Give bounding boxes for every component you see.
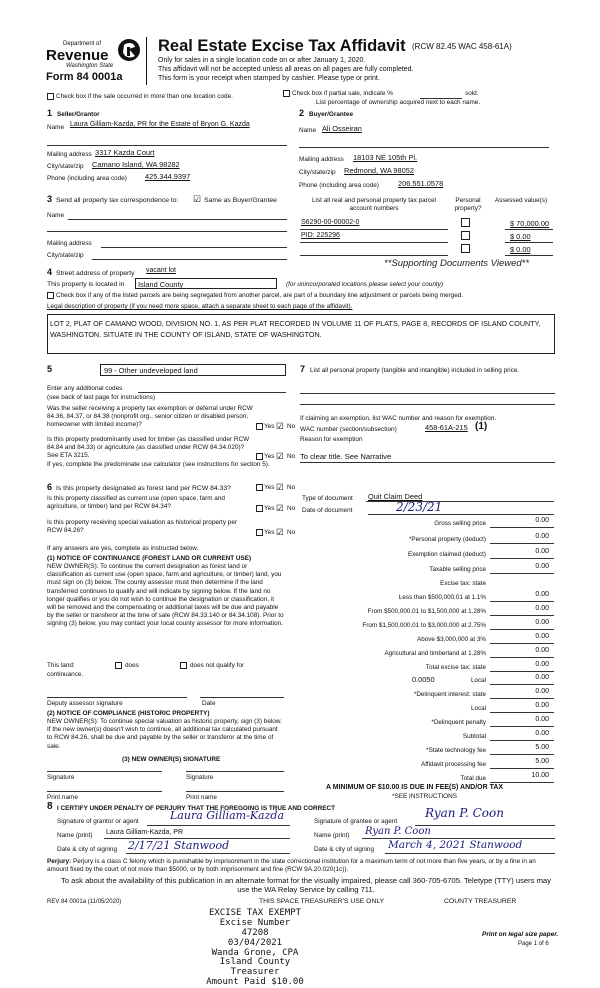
local-label: Local (470, 677, 486, 684)
doc-type-label: Type of document (302, 495, 353, 502)
doc-date-field[interactable]: 2/23/21 (396, 500, 443, 514)
buyer-extra-line (299, 147, 549, 148)
section3-name-label: Name (47, 212, 65, 219)
personal-property-deduct-line (490, 543, 554, 544)
buyer-mailing-field[interactable]: 18103 NE 105th Pl. (353, 153, 418, 162)
deputy-signature-line[interactable] (47, 697, 187, 698)
personal-property-line-2[interactable] (300, 404, 555, 405)
delinquent-penalty-value[interactable]: 0.00 (535, 716, 549, 723)
q1-no-label: No (287, 423, 296, 430)
personal-property-line-1[interactable] (300, 393, 555, 394)
assessed-line-2 (505, 242, 553, 243)
county-value: Island County (138, 280, 184, 289)
taxable-price-label: Taxable selling price (429, 566, 486, 573)
delinquent-local-label: Local (470, 705, 486, 712)
subtotal-line (490, 740, 554, 741)
parcel-number-1[interactable]: S6290-00-00002-0 (301, 219, 360, 226)
minimum-due-note: A MINIMUM OF $10.00 IS DUE IN FEE(S) AND/OR TAX (326, 784, 504, 791)
grantee-signature-line (415, 825, 555, 826)
does-label: does (125, 662, 139, 669)
assessed-value-col-header: Assessed value(s) (494, 197, 548, 204)
continuance-heading: (1) NOTICE OF CONTINUANCE (FOREST LAND OR CURRENT USE) (47, 555, 252, 562)
page-number: Page 1 of 6 (518, 941, 549, 947)
total-due-label: Total due (460, 775, 486, 782)
revision-label: REV 84 0001a (11/05/2020) (47, 899, 122, 905)
timber-question: Is this property predominantly used for timber (as classified under RCW 84.84 and 84.33) or agriculture (as classified under RCW 84.34.020)? See ETA 3215. (47, 436, 250, 460)
grantor-date-label: Date & city of signing (57, 846, 118, 853)
personal-property-col-header: Personal property? (454, 197, 482, 213)
current-use-yes-checkbox[interactable] (256, 505, 263, 512)
total-state-value[interactable]: 0.00 (535, 661, 549, 668)
assessed-line-3 (505, 255, 553, 256)
header-line-1: Only for sales in a single location code on or after January 1, 2020. (158, 57, 366, 64)
perjury-block (47, 858, 555, 874)
partial-note: List percentage of ownership acquired next to each name. (316, 99, 481, 106)
grantor-name-label: Name (print) (57, 832, 93, 839)
tier1-line (490, 601, 554, 602)
agricultural-line (490, 657, 554, 658)
section3-mailing-label: Mailing address (47, 240, 92, 247)
alternate-format-note: To ask about the availability of this publication in an alternate format for the visually impaired, please call 360-705-6705. Teletype (TTY) users may use the WA Relay Service by calling 711. (61, 876, 551, 895)
buyer-city-label: City/state/zip (299, 169, 336, 176)
agricultural-label: Agricultural and timberland at 1.28% (384, 650, 486, 657)
forest-land-question: Is this property designated as forest land per RCW 84.33? (56, 485, 231, 492)
subtotal-value[interactable]: 0.00 (535, 730, 549, 737)
grantee-name-label: Name (print) (314, 832, 350, 839)
grantee-date-line (385, 853, 555, 854)
personal-property-checkbox-1[interactable] (461, 218, 470, 227)
delinquent-interest-line (490, 698, 554, 699)
processing-fee-line (490, 768, 554, 769)
owner-signature-line-1[interactable] (47, 771, 162, 772)
revenue-logo-text: Revenue (46, 47, 109, 64)
reason-field[interactable]: To clear title. See Narrative (300, 452, 392, 461)
personal-property-checkbox-2[interactable] (461, 231, 470, 240)
deputy-date-line[interactable] (200, 697, 284, 698)
legal-description-text: LOT 2, PLAT OF CAMANO WOOD, DIVISION NO. 1, AS PER PLAT RECORDED IN VOLUME 11 OF PLATS, PAGE 8, RECORDS OF ISLAND COUNTY, WASHINGTON. SITUATE IN THE COUNTY OF ISLAND, STATE OF WASHINGTON. (50, 319, 541, 339)
grantor-signature[interactable]: Laura Gilliam-Kazda (170, 809, 284, 822)
personal-property-deduct-label: *Personal property (deduct) (408, 536, 486, 543)
perjury-label: Perjury: (47, 858, 72, 865)
delinquent-interest-value[interactable]: 0.00 (535, 688, 549, 695)
legal-description-box[interactable] (47, 314, 555, 354)
segregation-checkbox[interactable] (47, 292, 54, 299)
section3-city-label: City/state/zip (47, 252, 84, 259)
section6-note: If any answers are yes, complete as instructed below. (47, 545, 199, 552)
current-use-yes-label: Yes (264, 505, 275, 512)
assessed-value-1[interactable]: $ 70,000.00 (510, 219, 550, 228)
grantee-name[interactable]: Ryan P. Coon (365, 826, 431, 837)
doc-type-line (366, 501, 554, 502)
perjury-text: Perjury is a class C felony which is punishable by imprisonment in the state correctional institution for a maximum term of not more than five years, or by a fine in an amount fixed by the court of not more than $5000, or by both imprisonment and fine (RCW 9A.20.020(1c)). (47, 858, 536, 874)
section3-city-line[interactable] (92, 259, 287, 260)
this-land-label: This land: (47, 662, 75, 669)
continuance-body: NEW OWNER(S): To continue the current designation as forest land or classification as current use (open space, farm and agriculture, or timber) land, you must sign on (3) below. The county assessor must then determine if the land transferred continues to qualify and will indicate by signing below. If the land no longer qualifies or you do not wish to continue the designation or classification, it will be removed and the compensating or additional taxes will be due and payable by the seller or transferor at the time of sale (RCW 84.33.140 or 84.34.108). Prior to signing (3) below, you may contact your local county assessor for more information. (47, 563, 284, 628)
doc-type-field[interactable]: Quit Claim Deed (368, 492, 423, 501)
seller-mailing-label: Mailing address (47, 151, 92, 158)
assessed-value-2[interactable]: $ 0.00 (510, 232, 531, 241)
assessed-value-3[interactable]: $ 0.00 (510, 245, 531, 254)
segregation-label: Check box if any of the listed parcels are being segregated from another parcel, are part of a boundary line adjustment or parcels being merged. (56, 292, 464, 299)
delinquent-interest-label: *Delinquent interest: state (413, 691, 486, 698)
multi-location-label: Check box if the sale occurred in more than one location code. (56, 93, 233, 100)
forest-no-label: No (287, 484, 296, 491)
delinquent-local-line (490, 712, 554, 713)
section5-num: 5 (47, 364, 53, 374)
buyer-phone-field[interactable]: 206.551.0578 (398, 179, 444, 188)
grantee-date-city[interactable]: March 4, 2021 Stanwood (388, 839, 523, 851)
parcel-line-2 (300, 242, 448, 243)
parcel-line-3 (300, 255, 448, 256)
seller-name-label: Name (47, 124, 65, 131)
personal-property-text: List all personal property (tangible and intangible) included in selling price. (310, 367, 520, 374)
seller-phone-label: Phone (including area code) (47, 175, 127, 182)
section3-name-line[interactable] (68, 219, 287, 220)
timber-note: If yes, complete the predominate use calculator (see instructions for section 5). (47, 461, 270, 468)
technology-fee-label: *State technology fee (426, 747, 486, 754)
multi-location-checkbox[interactable] (47, 93, 54, 100)
see-instructions: *SEE INSTRUCTIONS (392, 793, 457, 800)
q2-yes-label: Yes (264, 453, 275, 460)
historic-heading: (2) NOTICE OF COMPLIANCE (HISTORIC PROPERTY) (47, 710, 210, 717)
located-in-label: This property is located in (47, 281, 125, 288)
street-address-field[interactable]: vacant lot (146, 267, 176, 274)
total-due-line (490, 782, 554, 783)
delinquent-penalty-label: *Delinquent penalty (431, 719, 486, 726)
historic-question: Is this property receiving special valuation as historical property per RCW 84.26? (47, 519, 238, 535)
does-not-label: does not qualify for (190, 662, 244, 669)
grantor-name[interactable]: Laura Gilliam-Kazda, PR (106, 829, 184, 836)
reason-label: Reason for exemption (300, 436, 363, 443)
county-select[interactable] (135, 278, 277, 289)
total-state-line (490, 671, 554, 672)
partial-sale-checkbox[interactable] (283, 90, 290, 97)
tier1-value[interactable]: 0.00 (535, 591, 549, 598)
delinquent-local-value[interactable]: 0.00 (535, 702, 549, 709)
current-use-no-checkbox[interactable]: ☑ (276, 503, 284, 513)
header-divider (146, 37, 147, 85)
seller-mailing-field[interactable]: 3317 Kazda Court (95, 148, 155, 157)
delinquent-penalty-line (490, 726, 554, 727)
subtotal-label: Subtotal (462, 733, 486, 740)
grantee-signature[interactable]: Ryan P. Coon (425, 806, 504, 820)
stamp-line-2: Excise Number 47208 (219, 917, 291, 938)
taxable-price-line (490, 573, 554, 574)
section3-num: 3 (47, 194, 53, 204)
current-use-question: Is this property classified as current use (open space, farm and agriculture, or timber) land per RCW 84.34? (47, 495, 225, 511)
wac-label: WAC number (section/subsection) (300, 426, 397, 433)
new-owner-signature-heading: (3) NEW OWNER(S) SIGNATURE (122, 756, 221, 763)
does-not-checkbox[interactable] (180, 662, 187, 669)
wac-number-field[interactable]: 458-61A-215 (425, 423, 468, 432)
personal-property-deduct-value[interactable]: 0.00 (535, 533, 549, 540)
doc-date-line (368, 514, 554, 515)
section6-num: 6 (47, 482, 53, 492)
excise-state-label: Excise tax: state (440, 580, 486, 587)
stamp-line-5: Island County Treasurer (219, 957, 291, 978)
tier3-label: From $1,500,000.01 to $3,000,000 at 2.75% (362, 622, 486, 629)
gross-price-value[interactable]: 0.00 (535, 517, 549, 524)
grantor-date-line (126, 853, 290, 854)
grantee-signature-label: Signature of grantee or agent (314, 818, 398, 825)
street-address-label: Street address of property (56, 270, 135, 277)
certify-statement: I CERTIFY UNDER PENALTY OF PERJURY THAT THE FOREGOING IS TRUE AND CORRECT (57, 805, 336, 812)
owner-signature-line-2[interactable] (186, 771, 284, 772)
stamp-line-3: 03/04/2021 (227, 937, 283, 948)
seller-name-field[interactable]: Laura Gilliam-Kazda, PR for the Estate of Bryon G. Kazda (70, 121, 250, 128)
local-rate: 0.0050 (412, 675, 435, 684)
current-use-no-label: No (287, 505, 296, 512)
land-use-value: 99 - Other undeveloped land (104, 366, 198, 375)
owner-signature-label-1: Signature (47, 774, 75, 781)
grantor-signature-label: Signature of grantor or agent (57, 818, 139, 825)
deputy-signature-label: Deputy assessor signature (47, 700, 123, 707)
additional-codes-label: Enter any additional codes (47, 385, 123, 392)
doc-date-label: Date of document (302, 507, 353, 514)
technology-fee-value[interactable]: 5.00 (535, 744, 549, 751)
owner-print-label-2: Print name (186, 794, 217, 801)
section3-mailing-line[interactable] (101, 247, 287, 248)
dor-logo-icon (115, 37, 143, 68)
tier2-value[interactable]: 0.00 (535, 605, 549, 612)
owner-print-label-1: Print name (47, 794, 78, 801)
forest-yes-label: Yes (264, 484, 275, 491)
deputy-date-label: Date (202, 700, 216, 707)
reason-line (300, 462, 555, 463)
local-line (490, 684, 554, 685)
buyer-name-field[interactable]: Ali Osseiran (322, 124, 362, 133)
additional-codes-line[interactable] (138, 392, 286, 393)
forest-no-checkbox[interactable]: ☑ (276, 482, 284, 492)
historic-body: NEW OWNER(S): To continue special valuation as historic property, sign (3) below. If the new owner(s) doesn't wish to continue, all additional tax calculated pursuant to RCW 84.26, shall be due and payable by the seller or transferor at the time of sale. (47, 718, 282, 750)
state-label: Washington State (66, 63, 114, 69)
total-state-label: Total excise tax: state (425, 664, 486, 671)
seller-num: 1 (47, 108, 53, 118)
personal-property-checkbox-3[interactable] (461, 244, 470, 253)
partial-sale-label: Check box if partial sale, indicate % (292, 90, 393, 97)
grantor-signature-line (147, 825, 290, 826)
exemption-note: If claiming an exemption, list WAC number and reason for exemption. (300, 415, 497, 422)
land-use-select[interactable] (100, 364, 286, 376)
historic-no-label: No (287, 529, 296, 536)
dept-of-label: Department of (63, 41, 102, 47)
tier2-label: From $500,000.01 to $1,500,000 at 1.28% (367, 608, 486, 615)
form-number: Form 84 0001a (46, 71, 123, 83)
historic-yes-label: Yes (264, 529, 275, 536)
technology-fee-line (490, 754, 554, 755)
q2-no-label: No (287, 453, 296, 460)
parcel-line-1 (300, 229, 448, 230)
tier1-label: Less than $500,000.01 at 1.1% (398, 594, 486, 601)
gross-price-line (490, 527, 554, 528)
continuance-label: continuance. (47, 671, 84, 678)
q1-yes-checkbox[interactable] (256, 423, 263, 430)
buyer-heading: Buyer/Grantee (309, 111, 354, 118)
owner-print-line-2[interactable] (186, 791, 284, 792)
treasurer-stamp (205, 909, 305, 988)
exemption-claimed-value[interactable]: 0.00 (535, 548, 549, 555)
does-checkbox[interactable] (115, 662, 122, 669)
grantee-date-label: Date & city of signing (314, 846, 375, 853)
forest-yes-checkbox[interactable] (256, 484, 263, 491)
local-value[interactable]: 0.00 (535, 674, 549, 681)
header-line-3: This form is your receipt when stamped by cashier. Please type or print. (158, 75, 380, 82)
tier2-line (490, 615, 554, 616)
buyer-mailing-label: Mailing address (299, 156, 344, 163)
additional-codes-note: (see back of last page for instructions) (47, 394, 155, 401)
county-note: (for unincorporated locations please select your county) (286, 281, 444, 288)
tier4-label: Above $3,000,000 at 3% (417, 636, 486, 643)
grantor-date-city[interactable]: 2/17/21 Stanwood (128, 839, 230, 852)
tier3-line (490, 629, 554, 630)
partial-sold-label: sold. (465, 90, 479, 97)
exemption-claimed-label: Exemption claimed (deduct) (407, 551, 486, 558)
historic-yes-checkbox[interactable] (256, 529, 263, 536)
q2-no-checkbox[interactable]: ☑ (276, 451, 284, 461)
tier4-value[interactable]: 0.00 (535, 633, 549, 640)
section3-extra-line[interactable] (47, 231, 287, 232)
buyer-name-label: Name (299, 127, 317, 134)
owner-signature-label-2: Signature (186, 774, 214, 781)
treasurer-use-label: THIS SPACE TREASURER'S USE ONLY (259, 898, 385, 905)
q1-no-checkbox[interactable]: ☑ (276, 421, 284, 431)
same-as-buyer-checkbox[interactable]: ☑ (193, 194, 202, 204)
taxable-price-value[interactable]: 0.00 (535, 563, 549, 570)
buyer-city-field[interactable]: Redmond, WA 98052 (344, 166, 414, 175)
stamp-line-4: Wanda Grone, CPA (211, 947, 299, 958)
tier3-value[interactable]: 0.00 (535, 619, 549, 626)
rcw-reference: (RCW 82.45 WAC 458-61A) (412, 42, 512, 51)
buyer-num: 2 (299, 108, 305, 118)
legal-description-label: Legal description of property (if you need more space, attach a separate sheet to each page of the affidavit). (47, 303, 353, 310)
section8-num: 8 (47, 801, 53, 812)
supporting-docs-stamp: **Supporting Documents Viewed** (384, 258, 530, 269)
processing-fee-value[interactable]: 5.00 (535, 758, 549, 765)
historic-no-checkbox[interactable]: ☑ (276, 527, 284, 537)
exemption-question: Was the seller receiving a property tax exemption or deferral under RCW 84.36, 84.37, or 84.38 (nonprofit org., senior citizen or disabled person, homeowner with limited income)? (47, 405, 253, 429)
buyer-phone-label: Phone (including area code) (299, 182, 379, 189)
section4-num: 4 (47, 267, 53, 277)
seller-phone-field[interactable]: 425.344.9397 (145, 172, 191, 181)
q1-yes-label: Yes (264, 423, 275, 430)
parcel-number-2[interactable]: PID: 225296 (301, 232, 340, 239)
same-as-buyer-label: Same as Buyer/Grantee (204, 197, 277, 204)
gross-price-label: Gross selling price (434, 520, 486, 527)
tier4-line (490, 643, 554, 644)
parcel-col-header: List all real and personal property tax parcel account numbers (312, 197, 436, 213)
exemption-claimed-line (490, 558, 554, 559)
county-treasurer-label: COUNTY TREASURER (444, 898, 517, 905)
page-title: Real Estate Excise Tax Affidavit (158, 37, 406, 55)
processing-fee-label: Affidavit processing fee (421, 761, 486, 768)
seller-city-field[interactable]: Camano Island, WA 98282 (92, 160, 180, 169)
stamp-line-1: EXCISE TAX EXEMPT (208, 908, 302, 918)
total-due-value[interactable]: 10.00 (531, 772, 549, 779)
section3-heading: Send all property tax correspondence to: (56, 197, 179, 204)
seller-heading: Seller/Grantor (57, 111, 100, 118)
wac-subsection: (1) (475, 421, 488, 432)
assessed-line-1 (505, 229, 553, 230)
header-line-2: This affidavit will not be accepted unless all areas on all pages are fully completed. (158, 66, 414, 73)
seller-city-label: City/state/zip (47, 163, 84, 170)
section7-num: 7 (300, 364, 306, 374)
q2-yes-checkbox[interactable] (256, 453, 263, 460)
seller-extra-line (47, 145, 287, 146)
agricultural-value[interactable]: 0.00 (535, 647, 549, 654)
stamp-line-6: Amount Paid $10.00 (206, 977, 304, 988)
legal-paper-note: Print on legal size paper. (482, 931, 559, 938)
owner-print-line-1[interactable] (47, 791, 162, 792)
